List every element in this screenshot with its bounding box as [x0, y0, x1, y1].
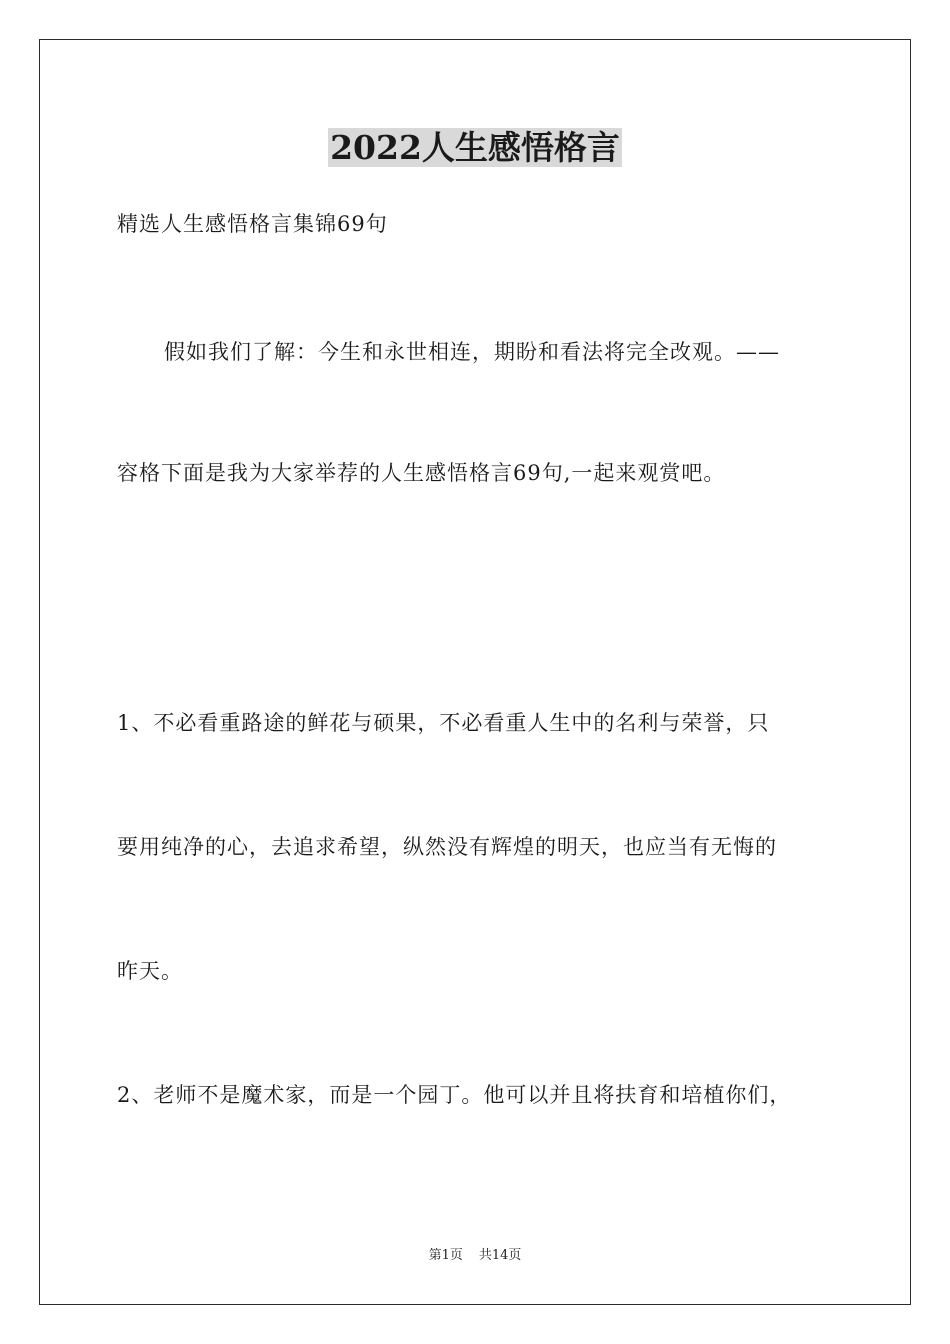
page-number: 第1页	[428, 1248, 463, 1263]
page-total: 共14页	[478, 1248, 522, 1263]
paragraph-line-1: 假如我们了解：今生和永世相连，期盼和看法将完全改观。——	[164, 340, 780, 364]
paragraph-line-3: 1、不必看重路途的鲜花与硕果，不必看重人生中的名利与荣誉，只	[117, 711, 770, 735]
paragraph-line-6: 2、老师不是魔术家，而是一个园丁。他可以并且将扶育和培植你们，	[117, 1083, 792, 1107]
document-title	[0, 126, 950, 170]
document-title-text: 2022人生感悟格言	[330, 128, 620, 167]
document-subtitle: 精选人生感悟格言集锦69句	[117, 212, 388, 236]
paragraph-line-4: 要用纯净的心，去追求希望，纵然没有辉煌的明天，也应当有无悔的	[117, 835, 777, 859]
page-footer	[0, 1247, 950, 1265]
paragraph-line-2: 容格下面是我为大家举荐的人生感悟格言69句,一起来观赏吧。	[117, 461, 726, 485]
paragraph-line-5: 昨天。	[117, 959, 183, 983]
